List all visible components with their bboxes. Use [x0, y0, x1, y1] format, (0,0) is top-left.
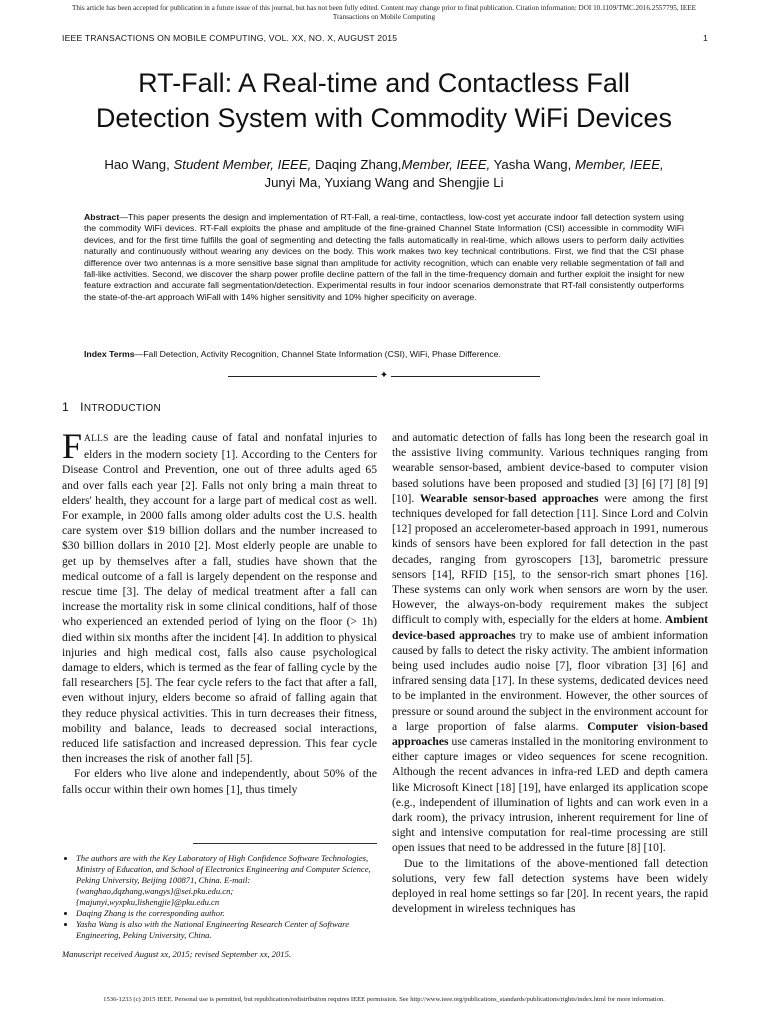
- section-title-initial: I: [80, 400, 84, 414]
- publication-notice: [0, 4, 768, 22]
- index-terms-label: Index Terms: [84, 349, 135, 359]
- footnotes: [62, 853, 377, 960]
- author-1: Hao Wang,: [104, 157, 174, 172]
- ambient-approaches-bold: Ambient device-based approaches: [392, 613, 708, 642]
- section-number: 1: [62, 400, 70, 414]
- wearable-approaches-bold: Wearable sensor-based approaches: [419, 491, 599, 505]
- author-list: [40, 156, 728, 192]
- publication-notice-line2: Transactions on Mobile Computing: [332, 13, 436, 21]
- paper-title-line1: RT-Fall: A Real-time and Contactless Fall: [138, 68, 630, 98]
- abstract-text: —This paper presents the design and implementation of RT-Fall, a real-time, contactless, low-cost yet accurate indoor fall detection system using the commodity WiFi devices. RT-Fall exploits the phase and amplitude of the fine-grained Channel State Information (CSI) accessible in commodity WiFi devices, and for the first time fulfills the goal of segmenting and detecting the falls automatically in real-time, which allows users to perform daily activities naturally and continuously without wearing any devices on the body. This work makes two key technical contributions. First, we find that the CSI phase difference over two antennas is a more sensitive base signal than amplitude for activity recognition, which can enable very reliable segmentation of fall and fall-like activities. Second, we discover the sharp power profile decline pattern of the fall in the time-frequency domain and further exploit the insight for new feature extraction and accurate fall segmentation/detection. Experimental results in four indoor scenarios demonstrate that RT-fall consistently outperforms the state-of-the-art approach WiFall with 14% higher sensitivity and 10% higher specificity on average.: [84, 212, 684, 302]
- section-heading-introduction: [62, 400, 161, 414]
- author-2: Daqing Zhang,: [311, 157, 402, 172]
- paragraph-3-text-c: try to make use of ambient information caused by falls to detect the risky activity. The ambient information being used includes audio noise [7], floor vibration [3] [6] and infrared sensing data [17]. In these systems, dedicated devices need to be implanted in the environment. However, the other sources of pressure or sound around the subject in the environment account for a large proportion of false alarms.: [392, 628, 708, 733]
- author-2-role: Member, IEEE,: [401, 157, 491, 172]
- paragraph-3-text-b: were among the first techniques developed for fall detection [11]. Since Lord and Colvin [12] proposed an accelerometer-based approach in 1991, numerous kinds of sensors have been explored for fall detection in the past decades, ranging from gyroscopers [13], barometric pressure sensors [14], RFID [15], to the sensor-rich smart phones [16]. These systems can only work when sensors are worn by the user. However, the always-on-body requirement makes the subject difficult to comply with, especially for the elders at home.: [392, 491, 708, 627]
- footnote-yasha: • Yasha Wang is also with the National Engineering Research Center of Software Engineering, Peking University, China.: [76, 919, 377, 941]
- drop-cap-smallcaps: ALLS: [84, 434, 109, 444]
- footnote-affiliation: • The authors are with the Key Laboratory of High Confidence Software Technologies, Ministry of Education, and School of Electronics Engineering and Computer Science, Peking University, Beijing 100871, China. E-mail:{wanghao,dqzhang,wangys}@sei.pku.edu.cn; {majunyi,wyxpku,lishengjie}@pku.edu.cn: [76, 853, 377, 908]
- author-3-role: Member, IEEE,: [574, 157, 664, 172]
- author-line2: Junyi Ma, Yuxiang Wang and Shengjie Li: [264, 175, 504, 190]
- paper-title-line2: Detection System with Commodity WiFi Devices: [95, 103, 673, 133]
- footnote-corresponding: • Daqing Zhang is the corresponding author.: [76, 908, 377, 919]
- paragraph-3: [392, 430, 708, 856]
- author-line1: [40, 156, 728, 174]
- divider-diamond-icon: ✦: [377, 369, 391, 383]
- drop-cap: F: [62, 426, 83, 466]
- body-column-left: [62, 426, 377, 797]
- index-terms: [84, 349, 684, 360]
- abstract: [84, 212, 684, 303]
- author-1-role: Student Member, IEEE,: [173, 157, 312, 172]
- paper-title: [40, 66, 728, 136]
- copyright-notice: 1536-1233 (c) 2015 IEEE. Personal use is permitted, but republication/redistribution requires IEEE permission. See http://www.ieee.org/publications_standards/publications/rights/index.html for more information.: [103, 996, 665, 1003]
- paragraph-3-text-d: use cameras installed in the monitoring environment to either capture images or video sequences for scene recognition. Although the recent advances in infra-red LED and depth camera like Microsoft Kinect [18] [19], have enlarged its application scope (e.g., independent of illumination of lights and can work even in a dark room), the privacy intrusion, inherent requirement for line of sight and intensive computation for real-time processing are still open issues that need to be addressed in the future [8] [10].: [392, 735, 708, 855]
- paragraph-2: For elders who live alone and independently, about 50% of the falls occur within their own homes [1], thus timely: [62, 767, 377, 796]
- index-terms-text: —Fall Detection, Activity Recognition, Channel State Information (CSI), WiFi, Phase Difference.: [134, 349, 501, 359]
- running-header: [62, 33, 708, 43]
- vision-approaches-bold: Computer vision-based approaches: [392, 719, 708, 749]
- footnote-rule: [193, 843, 377, 844]
- section-title-rest: NTRODUCTION: [83, 403, 162, 414]
- paragraph-1: [62, 426, 377, 766]
- author-3: Yasha Wang,: [490, 157, 575, 172]
- body-column-right: [392, 430, 708, 917]
- paragraph-3-text-a: and automatic detection of falls has long been the research goal in the assistive living community. Various techniques ranging from wearable sensor-based, ambient device-based to computer vision based solutions have been proposed and studied [3] [6] [7] [8] [9] [10].: [392, 431, 708, 505]
- paragraph-1-text: are the leading cause of fatal and nonfatal injuries to elders in the modern society [1]. According to the Centers for Disease Control and Prevention, one out of three adults aged 65 and over falls each year [2]. Falls not only bring a main threat to elders' health, they account for a large part of medical cost as well. For example, in 2000 falls among older adults cost the U.S. health care system over $19 billion dollars and the number increased to $30 billion dollars in 2010 [2]. Most elderly people are unable to get up by themselves after a fall, studies have shown that the medical outcome of a fall is largely dependent on the response and rescue time [3]. The delay of medical treatment after a fall can increase the mortality risk in some clinical conditions, half of those who experienced an extended period of lying on the floor (> 1h) died within six months after the incident [4]. In addition to physical injuries and high medical cost, falls also cause psychological damage to elders, which is termed as the fear of falling cycle by the fall researchers [5]. The fear cycle refers to the fact that after a fall, even without injury, elders become so afraid of falling again that they reduce physical activities. This in turn decreases their fitness, mobility and balance, leads to decreased social interactions, reduced life satisfaction and increased depression. This fear cycle then increases the risk of another fall [5].: [62, 431, 377, 766]
- journal-name: IEEE TRANSACTIONS ON MOBILE COMPUTING, VOL. XX, NO. X, AUGUST 2015: [62, 33, 398, 43]
- page-number: 1: [703, 33, 708, 43]
- publication-notice-line1: This article has been accepted for publication in a future issue of this journal, but has not been fully edited. Content may change prior to final publication. Citation information: DOI 10.1109/TMC.2016.2557795, IEEE: [71, 4, 697, 12]
- paragraph-4: Due to the limitations of the above-mentioned fall detection solutions, very few fall detection systems have been widely deployed in real home settings so far [20]. In recent years, the rapid development in wireless techniques has: [392, 856, 708, 916]
- manuscript-dates: Manuscript received August xx, 2015; revised September xx, 2015.: [62, 949, 292, 959]
- abstract-label: Abstract: [84, 212, 120, 222]
